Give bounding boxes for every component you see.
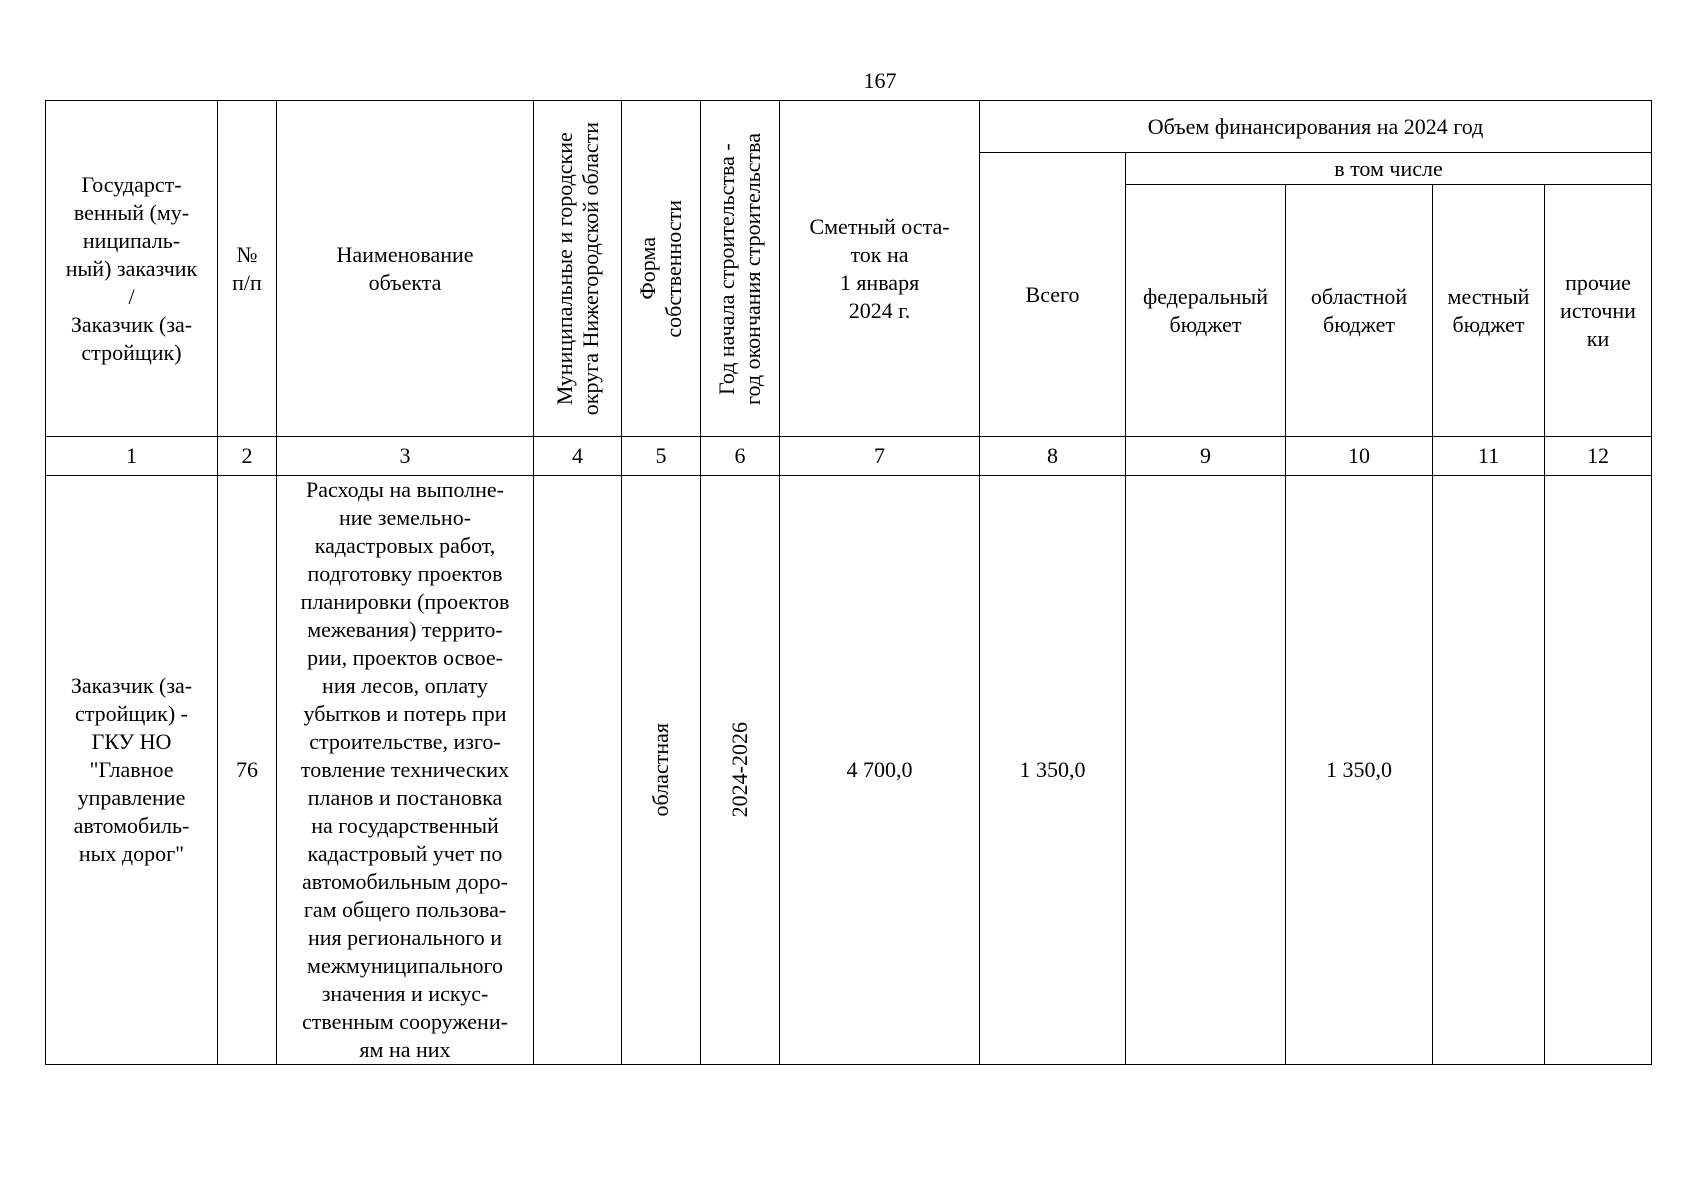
column-number: 2	[218, 437, 277, 476]
column-number: 10	[1286, 437, 1433, 476]
header-including: в том числе	[1126, 153, 1652, 185]
financing-table	[45, 100, 1652, 1065]
cell-number: 76	[218, 476, 277, 1065]
header-local: местный бюджет	[1433, 185, 1545, 437]
cell-federal	[1126, 476, 1286, 1065]
cell-years	[701, 476, 780, 1065]
header-total: Всего	[980, 153, 1126, 437]
column-number: 3	[277, 437, 534, 476]
header-customer: Государст- венный (му- ниципаль- ный) заказчик / Заказчик (за- стройщик)	[46, 101, 218, 437]
column-number: 4	[534, 437, 622, 476]
header-estimate: Сметный оста- ток на 1 января 2024 г.	[780, 101, 980, 437]
column-number: 8	[980, 437, 1126, 476]
header-object-name: Наименование объекта	[277, 101, 534, 437]
ownership-text: областная	[648, 723, 673, 817]
header-other: прочие источни ки	[1545, 185, 1652, 437]
column-numbers-row	[46, 437, 1652, 476]
table-row	[46, 476, 1652, 1065]
header-federal: федеральный бюджет	[1126, 185, 1286, 437]
cell-customer: Заказчик (за- стройщик) - ГКУ НО "Главное управление автомобиль- ных дорог"	[46, 476, 218, 1065]
header-years: Год начала строительства - год окончания строительства	[701, 101, 780, 437]
column-number: 7	[780, 437, 980, 476]
header-municipality: Муниципальные и городские округа Нижегородской области	[534, 101, 622, 437]
header-ownership: Форма собственности	[622, 101, 701, 437]
column-number: 12	[1545, 437, 1652, 476]
header-regional: областной бюджет	[1286, 185, 1433, 437]
header-funding-group: Объем финансирования на 2024 год	[980, 101, 1652, 153]
cell-total: 1 350,0	[980, 476, 1126, 1065]
cell-local	[1433, 476, 1545, 1065]
cell-other	[1545, 476, 1652, 1065]
column-number: 6	[701, 437, 780, 476]
years-text: 2024-2026	[727, 722, 752, 818]
cell-object-name: Расходы на выполне- ние земельно- кадастровых работ, подготовку проектов планировки (проектов межевания) террито- рии, проектов освое- ния лесов, оплату убытков и потерь при строительстве, изго- товление технических планов и постановка на государственный кадастровый учет по автомобильным доро- гам общего пользова- ния регионального и межмуниципального значения и искус- ственным сооружени- ям на них	[277, 476, 534, 1065]
column-number: 5	[622, 437, 701, 476]
cell-ownership	[622, 476, 701, 1065]
cell-municipality	[534, 476, 622, 1065]
cell-estimate: 4 700,0	[780, 476, 980, 1065]
page-number: 167	[863, 68, 897, 93]
column-number: 1	[46, 437, 218, 476]
column-number: 11	[1433, 437, 1545, 476]
column-number: 9	[1126, 437, 1286, 476]
header-number: № п/п	[218, 101, 277, 437]
cell-regional: 1 350,0	[1286, 476, 1433, 1065]
